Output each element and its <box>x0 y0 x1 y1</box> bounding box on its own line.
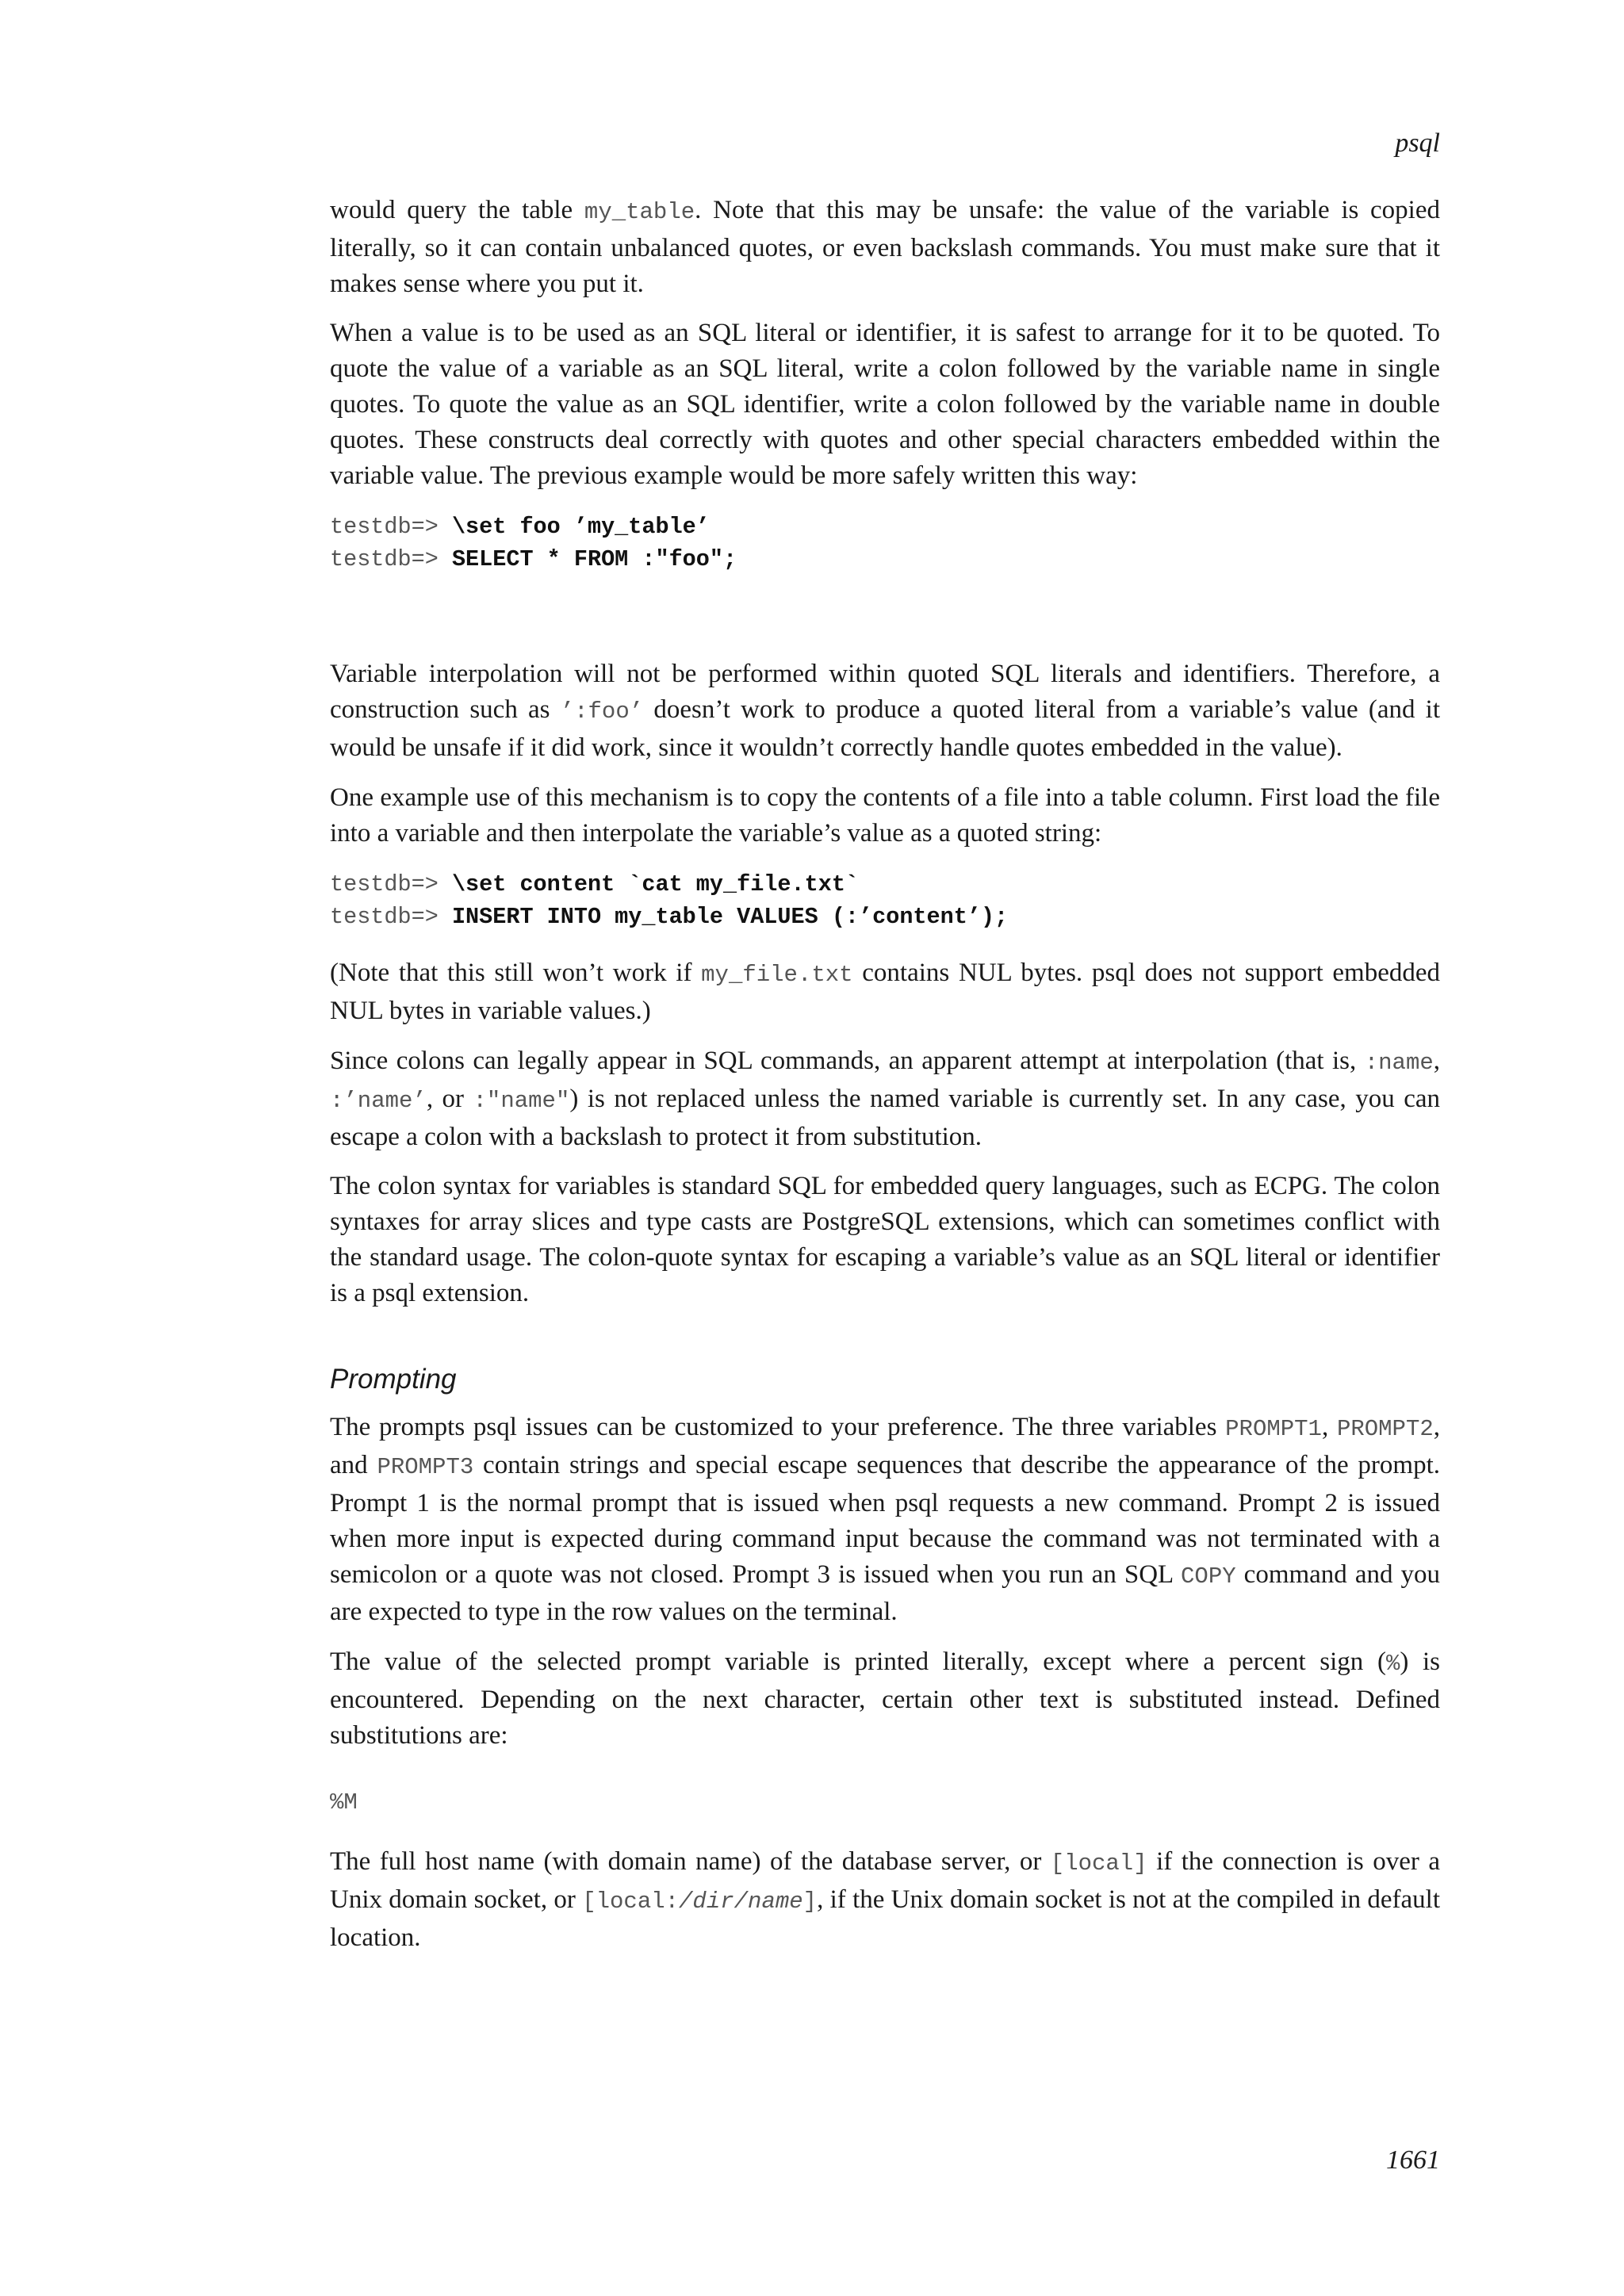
spacer <box>330 598 1440 656</box>
text: , if the Unix domain socket is not at the compiled in default location. <box>330 1885 1440 1952</box>
text: if the connection is over a Unix domain socket, or <box>330 1847 1440 1915</box>
definition-term: %M <box>330 1789 358 1816</box>
paragraph <box>330 955 1440 1029</box>
text: The full host name (with domain name) of the database server, or <box>330 1847 1051 1877</box>
inline-code: my_file.txt <box>701 962 853 989</box>
paragraph <box>330 1644 1440 1753</box>
text: contains NUL bytes. psql does not support embedded NUL bytes in variable values.) <box>330 959 1440 1026</box>
text: The prompts psql issues can be customized to your preference. The three variables <box>330 1413 1226 1442</box>
text: (Note that this still won’t work if <box>330 959 702 988</box>
text: doesn’t work to produce a quoted literal from a variable’s value (and it would be unsafe if it did work, since it wouldn’t correctly handle quotes embedded in the value). <box>330 695 1441 762</box>
inline-code: :name <box>1364 1049 1434 1076</box>
inline-code <box>582 1888 817 1915</box>
text: Variable interpolation will not be performed within quoted SQL literals and identifiers. Therefore, a construction such as <box>330 660 1440 725</box>
paragraph: When a value is to be used as an SQL literal or identifier, it is safest to arrange for it to be quoted. To quote the value of a variable as an SQL literal, write a colon followed by the variable name in single quotes. To quote the value as an SQL identifier, write a colon followed by the variable name in double quotes. These constructs deal correctly with quotes and other special characters embedded within the variable value. The previous example would be more safely written this way: <box>330 319 1440 490</box>
text: Since colons can legally appear in SQL commands, an apparent attempt at interpolation (that is, <box>330 1046 1365 1075</box>
text: ) is not replaced unless the named variable is currently set. In any case, you can escape a colon with a backslash to protect it from substitution. <box>330 1084 1440 1151</box>
inline-code: my_table <box>584 199 695 225</box>
code-command: \set foo ’my_table’ <box>451 514 710 541</box>
code-prompt: testdb=> <box>330 871 452 898</box>
paragraph: One example use of this mechanism is to copy the contents of a file into a table column. First load the file into a variable and then interpolate the variable’s value as a quoted string: <box>330 783 1440 848</box>
code-prompt: testdb=> <box>330 514 452 541</box>
running-header: psql <box>1395 128 1440 158</box>
text: , and <box>330 1413 1441 1480</box>
inline-code: [local] <box>1050 1850 1147 1877</box>
code-part-italic: /dir/name <box>679 1888 803 1915</box>
definition-text <box>330 1844 1440 1955</box>
paragraph <box>330 1043 1440 1154</box>
text: , <box>1321 1413 1337 1442</box>
code-block <box>330 511 1440 576</box>
paragraph: The colon syntax for variables is standard SQL for embedded query languages, such as ECPG. The colon syntaxes for array slices and type casts are PostgreSQL extensions, which can sometimes conflict with the standard usage. The colon-quote syntax for escaping a variable’s value as an SQL literal or identifier is a psql extension. <box>330 1172 1440 1307</box>
inline-code: PROMPT2 <box>1336 1416 1434 1443</box>
inline-code: :"name" <box>473 1087 570 1114</box>
inline-code: % <box>1385 1651 1400 1678</box>
page-number: 1661 <box>1386 2145 1440 2175</box>
inline-code: PROMPT3 <box>377 1454 474 1481</box>
inline-code: ’:foo’ <box>560 698 644 725</box>
code-part: [local: <box>582 1888 680 1915</box>
code-block <box>330 868 1440 933</box>
text: command and you are expected to type in the row values on the terminal. <box>330 1559 1441 1627</box>
code-prompt: testdb=> <box>330 904 452 931</box>
paragraph <box>330 1410 1440 1630</box>
text: , <box>1433 1046 1440 1075</box>
inline-code: PROMPT1 <box>1225 1416 1322 1443</box>
text: The value of the selected prompt variable is printed literally, except where a percent sign ( <box>330 1647 1386 1677</box>
section-heading: Prompting <box>330 1363 457 1395</box>
text: contain strings and special escape sequences that describe the appearance of the prompt. Prompt 1 is the normal prompt that is issued when psql requests a new command. Prompt 2 is issued when more input is expected during command input because the command was not terminated with a semicolon or a quote was not closed. Prompt 3 is issued when you run an SQL <box>330 1451 1440 1589</box>
text: , or <box>426 1084 473 1113</box>
page-body <box>330 193 1440 1970</box>
code-part: ] <box>802 1888 818 1915</box>
text: would query the table <box>330 196 584 224</box>
code-command: \set content `cat my_file.txt` <box>451 871 860 898</box>
paragraph <box>330 193 1440 301</box>
text: ) is encountered. Depending on the next character, certain other text is substituted instead. Defined substitutions are: <box>330 1647 1440 1750</box>
paragraph <box>330 656 1440 765</box>
inline-code: COPY <box>1181 1563 1236 1590</box>
inline-code: :’name’ <box>330 1087 427 1114</box>
code-command: INSERT INTO my_table VALUES (:’content’); <box>451 904 1009 931</box>
code-command: SELECT * FROM :"foo"; <box>451 546 737 573</box>
text: . Note that this may be unsafe: the value of the variable is copied literally, so it can contain unbalanced quotes, or even backslash commands. You must make sure that it makes sense where you put it. <box>330 196 1440 298</box>
code-prompt: testdb=> <box>330 546 452 573</box>
